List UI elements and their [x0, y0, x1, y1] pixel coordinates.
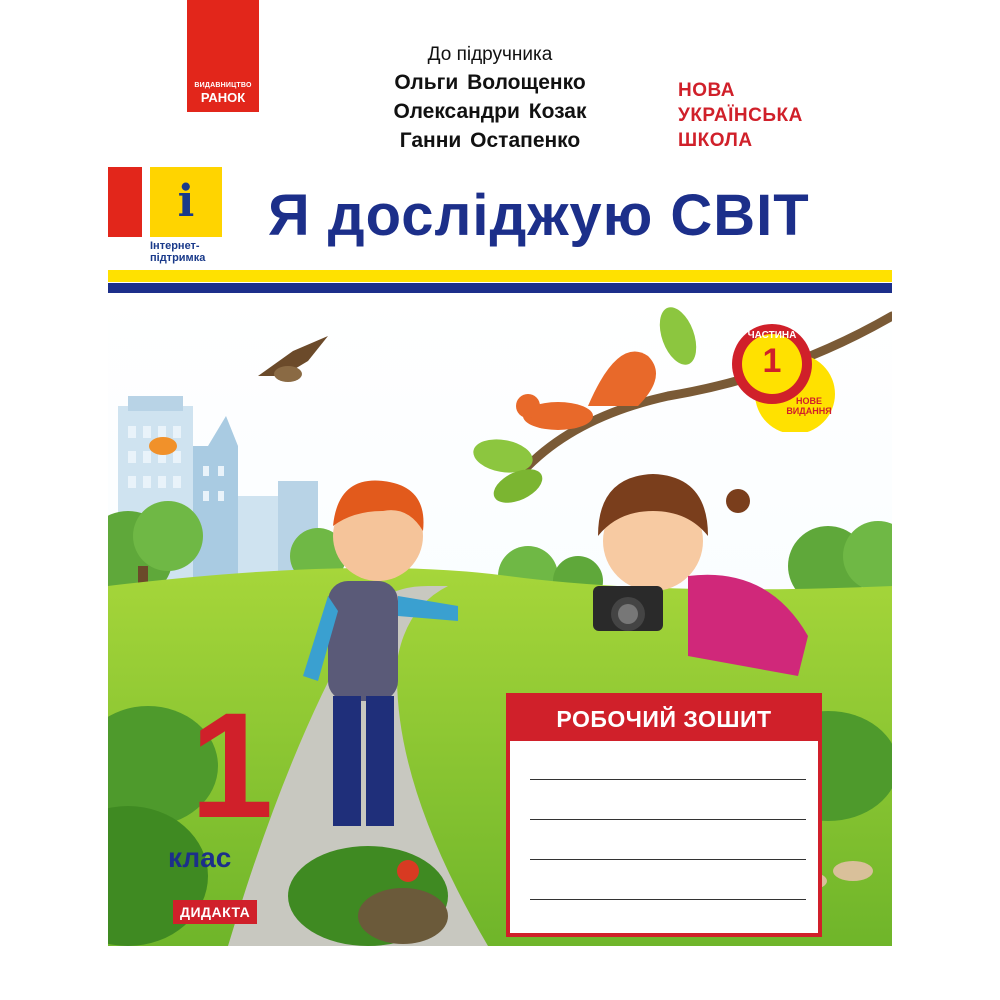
workbook-title: РОБОЧИЙ ЗОШИТ: [510, 697, 818, 741]
internet-support-line: підтримка: [150, 252, 206, 264]
internet-support-icon[interactable]: [150, 167, 222, 237]
grade-word: клас: [168, 842, 232, 873]
edition-badge: [730, 322, 840, 432]
author-name: Олександри Козак: [393, 100, 587, 123]
part-number: 1: [762, 342, 782, 380]
workbook-name-form: [506, 693, 822, 937]
part-word: ЧАСТИНА: [747, 330, 797, 341]
blue-stripe: [108, 283, 892, 293]
small-bird: [149, 437, 177, 455]
internet-support-line: Інтернет-: [150, 240, 200, 252]
yellow-stripe: [108, 270, 892, 282]
info-icon: i: [177, 176, 195, 227]
publisher-small-label: ВИДАВНИЦТВО: [194, 82, 252, 89]
brand-badge: ДИДАКТА: [173, 900, 257, 924]
internet-support-label: [150, 240, 240, 264]
book-title: Я досліджую СВІТ: [268, 183, 810, 248]
name-line[interactable]: [530, 859, 806, 860]
name-line[interactable]: [530, 819, 806, 820]
series-line: УКРАЇНСЬКА: [678, 105, 803, 126]
series-label: [678, 78, 858, 153]
name-line[interactable]: [530, 779, 806, 780]
series-line: ШКОЛА: [678, 130, 753, 151]
author-name: Ганни Остапенко: [399, 129, 581, 152]
publisher-logo: [187, 0, 259, 112]
internet-support-red-block: [108, 167, 142, 237]
edition-label: [785, 396, 833, 416]
edition-line: НОВЕ: [795, 396, 822, 406]
authors-intro: До підручника: [427, 44, 553, 65]
series-line: НОВА: [678, 80, 735, 101]
edition-line: ВИДАННЯ: [786, 406, 832, 416]
authors-block: [330, 44, 650, 155]
grade-number: 1: [190, 681, 274, 849]
author-name: Ольги Волощенко: [394, 71, 586, 94]
name-line[interactable]: [530, 899, 806, 900]
publisher-name: РАНОК: [200, 90, 246, 105]
